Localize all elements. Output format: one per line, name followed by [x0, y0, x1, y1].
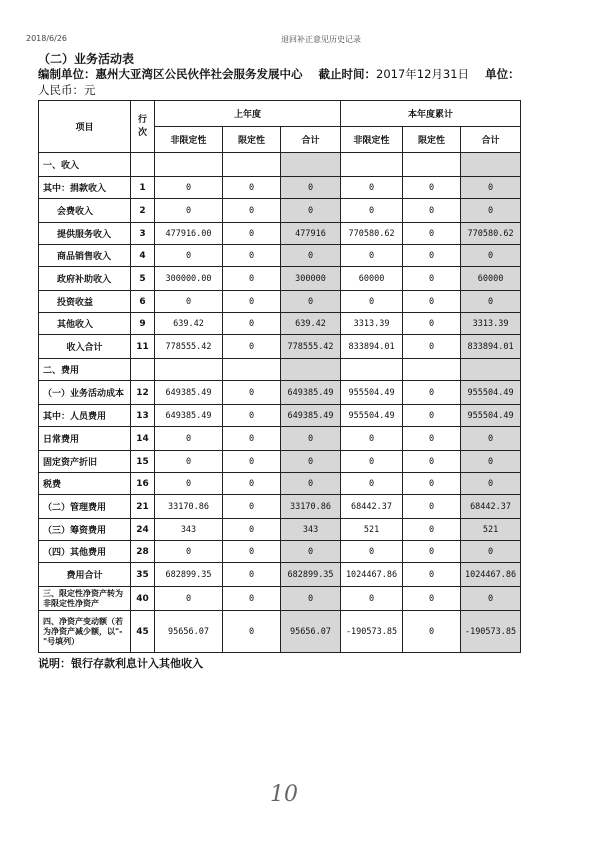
- table-row: [39, 541, 521, 563]
- value-cell: [155, 153, 223, 177]
- row-label: 固定资产折旧: [39, 451, 131, 473]
- value-cell: 0: [403, 381, 461, 405]
- table-row: [39, 473, 521, 495]
- row-label: （一）业务活动成本: [39, 381, 131, 405]
- value-cell: 0: [281, 451, 341, 473]
- value-cell: 0: [341, 473, 403, 495]
- value-cell: 0: [403, 177, 461, 199]
- value-cell: 0: [155, 291, 223, 313]
- row-number: [131, 153, 155, 177]
- business-activity-table: [38, 100, 521, 653]
- value-cell: 649385.49: [155, 405, 223, 427]
- header-prev-year: 上年度: [155, 101, 341, 127]
- table-row: [39, 267, 521, 291]
- value-cell: 639.42: [281, 313, 341, 335]
- footnote: 说明：银行存款利息计入其他收入: [38, 657, 203, 670]
- row-number: 13: [131, 405, 155, 427]
- value-cell: 0: [403, 473, 461, 495]
- value-cell: 0: [403, 405, 461, 427]
- value-cell: 0: [341, 587, 403, 611]
- row-label: 政府补助收入: [39, 267, 131, 291]
- table-row: [39, 199, 521, 223]
- value-cell: 0: [281, 473, 341, 495]
- value-cell: 0: [403, 451, 461, 473]
- value-cell: 0: [223, 381, 281, 405]
- print-header-title: 退回补正意见历史记录: [281, 35, 361, 44]
- value-cell: 477916: [281, 223, 341, 245]
- row-number: 40: [131, 587, 155, 611]
- value-cell: 3313.39: [461, 313, 521, 335]
- value-cell: [403, 359, 461, 381]
- row-label: 其中：捐款收入: [39, 177, 131, 199]
- value-cell: 0: [341, 199, 403, 223]
- value-cell: 955504.49: [461, 405, 521, 427]
- value-cell: 0: [403, 427, 461, 451]
- row-number: 35: [131, 563, 155, 587]
- value-cell: 0: [223, 473, 281, 495]
- deadline: [319, 67, 470, 81]
- value-cell: 0: [223, 313, 281, 335]
- deadline-label: 截止时间：: [318, 67, 377, 81]
- row-label: 投资收益: [39, 291, 131, 313]
- table-row: [39, 313, 521, 335]
- value-cell: 0: [341, 427, 403, 451]
- currency-unit: 人民币：元: [38, 83, 96, 97]
- value-cell: 0: [223, 223, 281, 245]
- row-label: 二、费用: [39, 359, 131, 381]
- value-cell: 1024467.86: [341, 563, 403, 587]
- header-this-year: 本年度累计: [341, 101, 521, 127]
- value-cell: 0: [341, 541, 403, 563]
- value-cell: 0: [461, 587, 521, 611]
- value-cell: 60000: [341, 267, 403, 291]
- table-row: [39, 519, 521, 541]
- value-cell: 0: [403, 313, 461, 335]
- value-cell: 0: [403, 199, 461, 223]
- compiling-unit: 编制单位：惠州大亚湾区公民伙伴社会服务发展中心: [38, 67, 303, 81]
- value-cell: 0: [461, 541, 521, 563]
- table-row: [39, 335, 521, 359]
- row-number: [131, 359, 155, 381]
- row-number: 4: [131, 245, 155, 267]
- row-label: （四）其他费用: [39, 541, 131, 563]
- row-label: 提供服务收入: [39, 223, 131, 245]
- value-cell: 0: [155, 245, 223, 267]
- row-label: 日常费用: [39, 427, 131, 451]
- value-cell: [341, 153, 403, 177]
- value-cell: 0: [223, 177, 281, 199]
- row-number: 1: [131, 177, 155, 199]
- header-prev-unrestricted: 非限定性: [155, 127, 223, 153]
- value-cell: 0: [403, 335, 461, 359]
- row-number: 3: [131, 223, 155, 245]
- row-number: 12: [131, 381, 155, 405]
- value-cell: 3313.39: [341, 313, 403, 335]
- row-number: 45: [131, 611, 155, 653]
- value-cell: 0: [403, 223, 461, 245]
- row-label: 三、限定性净资产转为非限定性净资产: [39, 587, 131, 611]
- row-number: 5: [131, 267, 155, 291]
- row-label: 四、净资产变动额（若为净资产减少额，以"-"号填列）: [39, 611, 131, 653]
- row-number: 16: [131, 473, 155, 495]
- value-cell: 955504.49: [341, 381, 403, 405]
- row-label: （二）管理费用: [39, 495, 131, 519]
- value-cell: 955504.49: [461, 381, 521, 405]
- value-cell: 0: [403, 587, 461, 611]
- value-cell: 33170.86: [155, 495, 223, 519]
- value-cell: 0: [281, 199, 341, 223]
- value-cell: [341, 359, 403, 381]
- value-cell: -190573.85: [341, 611, 403, 653]
- value-cell: 343: [155, 519, 223, 541]
- row-label: 其中：人员费用: [39, 405, 131, 427]
- value-cell: 682899.35: [281, 563, 341, 587]
- value-cell: [461, 359, 521, 381]
- value-cell: 0: [155, 451, 223, 473]
- value-cell: 0: [223, 405, 281, 427]
- header-this-unrestricted: 非限定性: [341, 127, 403, 153]
- row-label: 其他收入: [39, 313, 131, 335]
- handwritten-page-number: 10: [270, 782, 298, 807]
- value-cell: 0: [403, 267, 461, 291]
- value-cell: 770580.62: [461, 223, 521, 245]
- value-cell: 649385.49: [281, 381, 341, 405]
- header-this-restricted: 限定性: [403, 127, 461, 153]
- value-cell: 0: [341, 245, 403, 267]
- row-number: 15: [131, 451, 155, 473]
- value-cell: 778555.42: [155, 335, 223, 359]
- table-body: [39, 153, 521, 653]
- value-cell: [223, 153, 281, 177]
- value-cell: 33170.86: [281, 495, 341, 519]
- value-cell: [281, 359, 341, 381]
- table-row: [39, 291, 521, 313]
- table-row: [39, 427, 521, 451]
- value-cell: 0: [223, 563, 281, 587]
- value-cell: 0: [403, 563, 461, 587]
- header-prev-total: 合计: [281, 127, 341, 153]
- value-cell: [281, 153, 341, 177]
- value-cell: 0: [155, 199, 223, 223]
- value-cell: [155, 359, 223, 381]
- currency-unit-label: 单位：: [485, 67, 520, 81]
- value-cell: 1024467.86: [461, 563, 521, 587]
- value-cell: 0: [155, 427, 223, 451]
- row-number: 28: [131, 541, 155, 563]
- value-cell: 0: [461, 473, 521, 495]
- value-cell: 0: [461, 177, 521, 199]
- table-row: [39, 381, 521, 405]
- value-cell: 0: [281, 291, 341, 313]
- value-cell: 0: [223, 495, 281, 519]
- row-number: 9: [131, 313, 155, 335]
- value-cell: 833894.01: [461, 335, 521, 359]
- value-cell: 0: [155, 177, 223, 199]
- value-cell: 0: [223, 245, 281, 267]
- row-number: 24: [131, 519, 155, 541]
- row-label: （三）筹资费用: [39, 519, 131, 541]
- document-title: （二）业务活动表: [38, 52, 135, 66]
- value-cell: 778555.42: [281, 335, 341, 359]
- value-cell: 0: [281, 427, 341, 451]
- value-cell: 0: [403, 495, 461, 519]
- row-label: 一、收入: [39, 153, 131, 177]
- value-cell: 0: [341, 451, 403, 473]
- value-cell: 649385.49: [281, 405, 341, 427]
- header-this-total: 合计: [461, 127, 521, 153]
- value-cell: 0: [155, 541, 223, 563]
- table-row: [39, 405, 521, 427]
- header-item: 项目: [39, 101, 131, 153]
- table-row: [39, 563, 521, 587]
- value-cell: 0: [461, 199, 521, 223]
- row-label: 税费: [39, 473, 131, 495]
- row-label: 费用合计: [39, 563, 131, 587]
- value-cell: 0: [461, 291, 521, 313]
- value-cell: 0: [403, 519, 461, 541]
- value-cell: 0: [223, 199, 281, 223]
- table-row: [39, 451, 521, 473]
- value-cell: 300000.00: [155, 267, 223, 291]
- deadline-value: 2017年12月31日: [376, 67, 470, 81]
- value-cell: 0: [281, 541, 341, 563]
- value-cell: 0: [223, 541, 281, 563]
- value-cell: [403, 153, 461, 177]
- row-number: 11: [131, 335, 155, 359]
- value-cell: 95656.07: [281, 611, 341, 653]
- value-cell: 0: [223, 611, 281, 653]
- value-cell: [223, 359, 281, 381]
- row-label: 收入合计: [39, 335, 131, 359]
- value-cell: 95656.07: [155, 611, 223, 653]
- value-cell: 300000: [281, 267, 341, 291]
- value-cell: 0: [281, 587, 341, 611]
- row-number: 14: [131, 427, 155, 451]
- value-cell: 521: [461, 519, 521, 541]
- value-cell: 0: [281, 245, 341, 267]
- row-number: 21: [131, 495, 155, 519]
- value-cell: 68442.37: [461, 495, 521, 519]
- value-cell: 521: [341, 519, 403, 541]
- value-cell: 0: [155, 473, 223, 495]
- value-cell: 0: [281, 177, 341, 199]
- value-cell: 477916.00: [155, 223, 223, 245]
- value-cell: 0: [223, 519, 281, 541]
- value-cell: 0: [461, 427, 521, 451]
- row-label: 商品销售收入: [39, 245, 131, 267]
- value-cell: 0: [403, 611, 461, 653]
- value-cell: 60000: [461, 267, 521, 291]
- table-row: [39, 611, 521, 653]
- table-row: [39, 177, 521, 199]
- table-row: [39, 587, 521, 611]
- value-cell: -190573.85: [461, 611, 521, 653]
- value-cell: 0: [341, 177, 403, 199]
- value-cell: 68442.37: [341, 495, 403, 519]
- row-number: 6: [131, 291, 155, 313]
- value-cell: [461, 153, 521, 177]
- value-cell: 955504.49: [341, 405, 403, 427]
- header-row-no: 行次: [131, 101, 155, 153]
- value-cell: 0: [155, 587, 223, 611]
- value-cell: 0: [461, 451, 521, 473]
- value-cell: 649385.49: [155, 381, 223, 405]
- table-row: [39, 359, 521, 381]
- row-number: 2: [131, 199, 155, 223]
- table-row: [39, 245, 521, 267]
- value-cell: 0: [223, 335, 281, 359]
- print-date: 2018/6/26: [26, 34, 68, 43]
- value-cell: 0: [223, 587, 281, 611]
- value-cell: 0: [223, 427, 281, 451]
- value-cell: 639.42: [155, 313, 223, 335]
- value-cell: 0: [223, 291, 281, 313]
- value-cell: 0: [223, 451, 281, 473]
- value-cell: 0: [223, 267, 281, 291]
- table-row: [39, 223, 521, 245]
- value-cell: 0: [403, 291, 461, 313]
- value-cell: 343: [281, 519, 341, 541]
- report-meta: [38, 66, 532, 82]
- value-cell: 770580.62: [341, 223, 403, 245]
- value-cell: 0: [403, 245, 461, 267]
- row-label: 会费收入: [39, 199, 131, 223]
- value-cell: 0: [461, 245, 521, 267]
- value-cell: 833894.01: [341, 335, 403, 359]
- table-row: [39, 495, 521, 519]
- table-row: [39, 153, 521, 177]
- header-prev-restricted: 限定性: [223, 127, 281, 153]
- value-cell: 0: [403, 541, 461, 563]
- value-cell: 0: [341, 291, 403, 313]
- value-cell: 682899.35: [155, 563, 223, 587]
